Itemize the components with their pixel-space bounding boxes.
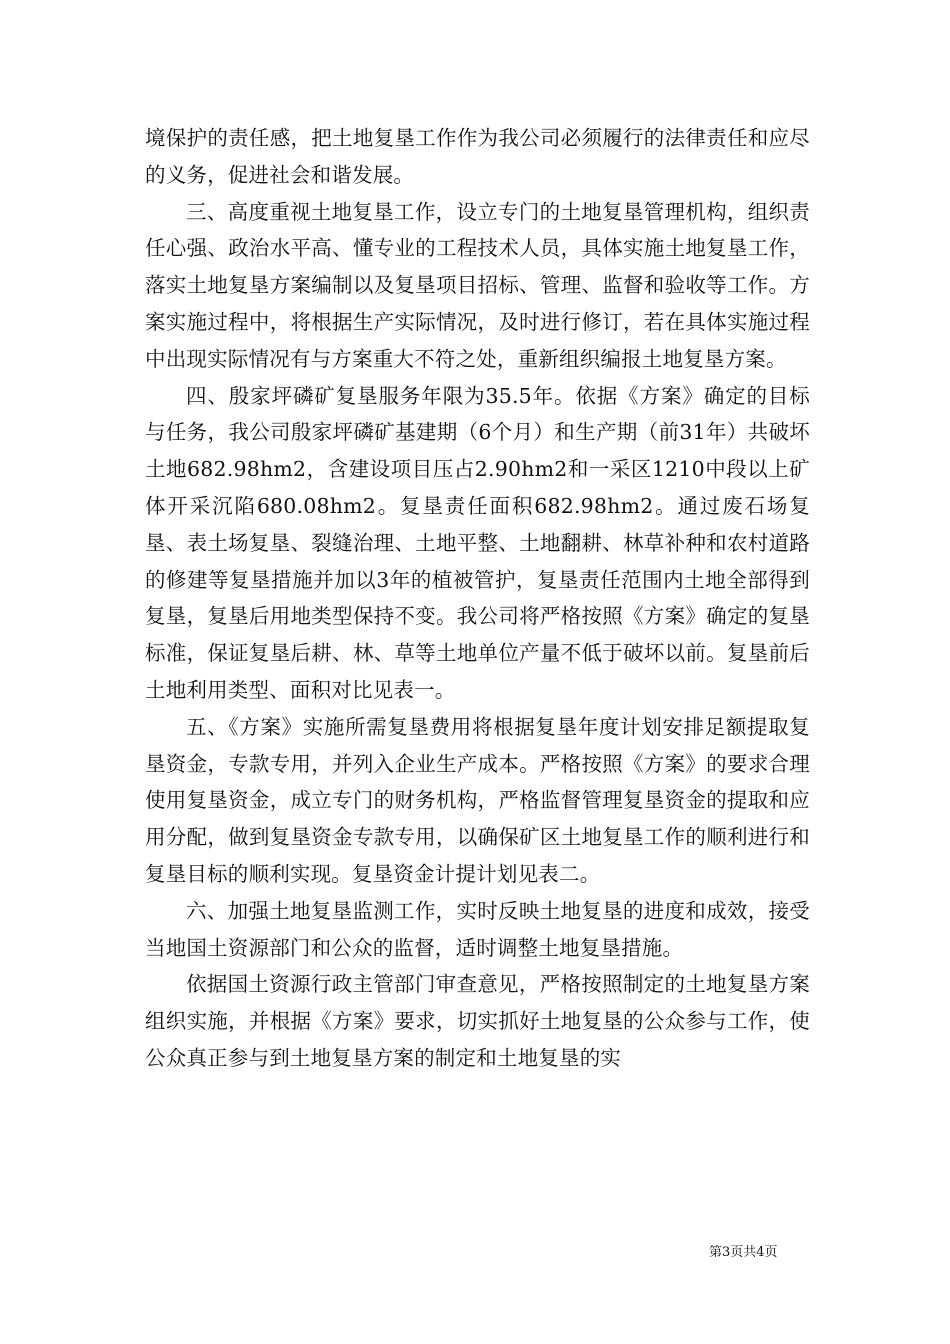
paragraph-item-three: 三、高度重视土地复垦工作，设立专门的土地复垦管理机构，组织责任心强、政治水平高、懂专业的工程技术人员，具体实施土地复垦工作，落实土地复垦方案编制以及复垦项目招标、管理、监督和验收等工作。方案实施过程中，将根据生产实际情况，及时进行修订，若在具体实施过程中出现实际情况有与方案重大不符之处，重新组织编报土地复垦方案。 [145,199,810,371]
page-number-footer [709,1245,778,1261]
paragraph-item-six: 六、加强土地复垦监测工作，实时反映土地复垦的进度和成效，接受当地国土资源部门和公众的监督，适时调整土地复垦措施。 [145,898,810,960]
paragraph-closing: 依据国土资源行政主管部门审查意见，严格按照制定的土地复垦方案组织实施，并根据《方案》要求，切实抓好土地复垦的公众参与工作，使公众真正参与到土地复垦方案的制定和土地复垦的实 [145,972,810,1070]
document-body [145,120,810,1077]
paragraph-item-five: 五、《方案》实施所需复垦费用将根据复垦年度计划安排足额提取复垦资金，专款专用，并列入企业生产成本。严格按照《方案》的要求合理使用复垦资金，成立专门的财务机构，严格监督管理复垦资金的提取和应用分配，做到复垦资金专款专用，以确保矿区土地复垦工作的顺利进行和复垦目标的顺利实现。复垦资金计提计划见表二。 [145,714,810,886]
page-number-label: 第3页共4页 [709,1245,778,1260]
paragraph-continuation: 境保护的责任感，把土地复垦工作作为我公司必须履行的法律责任和应尽的义务，促进社会和谐发展。 [145,126,810,187]
paragraph-item-four: 四、殷家坪磷矿复垦服务年限为35.5年。依据《方案》确定的目标与任务，我公司殷家坪磷矿基建期（6个月）和生产期（前31年）共破坏土地682.98hm2，含建设项目压占2.90hm2和一采区1210中段以上矿体开采沉陷680.08hm2。复垦责任面积682.98hm2。通过废石场复垦、表土场复垦、裂缝治理、土地平整、土地翻耕、林草补种和农村道路的修建等复垦措施并加以3年的植被管护，复垦责任范围内土地全部得到复垦，复垦后用地类型保持不变。我公司将严格按照《方案》确定的复垦标准，保证复垦后耕、林、草等土地单位产量不低于破坏以前。复垦前后土地利用类型、面积对比见表一。 [145,383,810,702]
